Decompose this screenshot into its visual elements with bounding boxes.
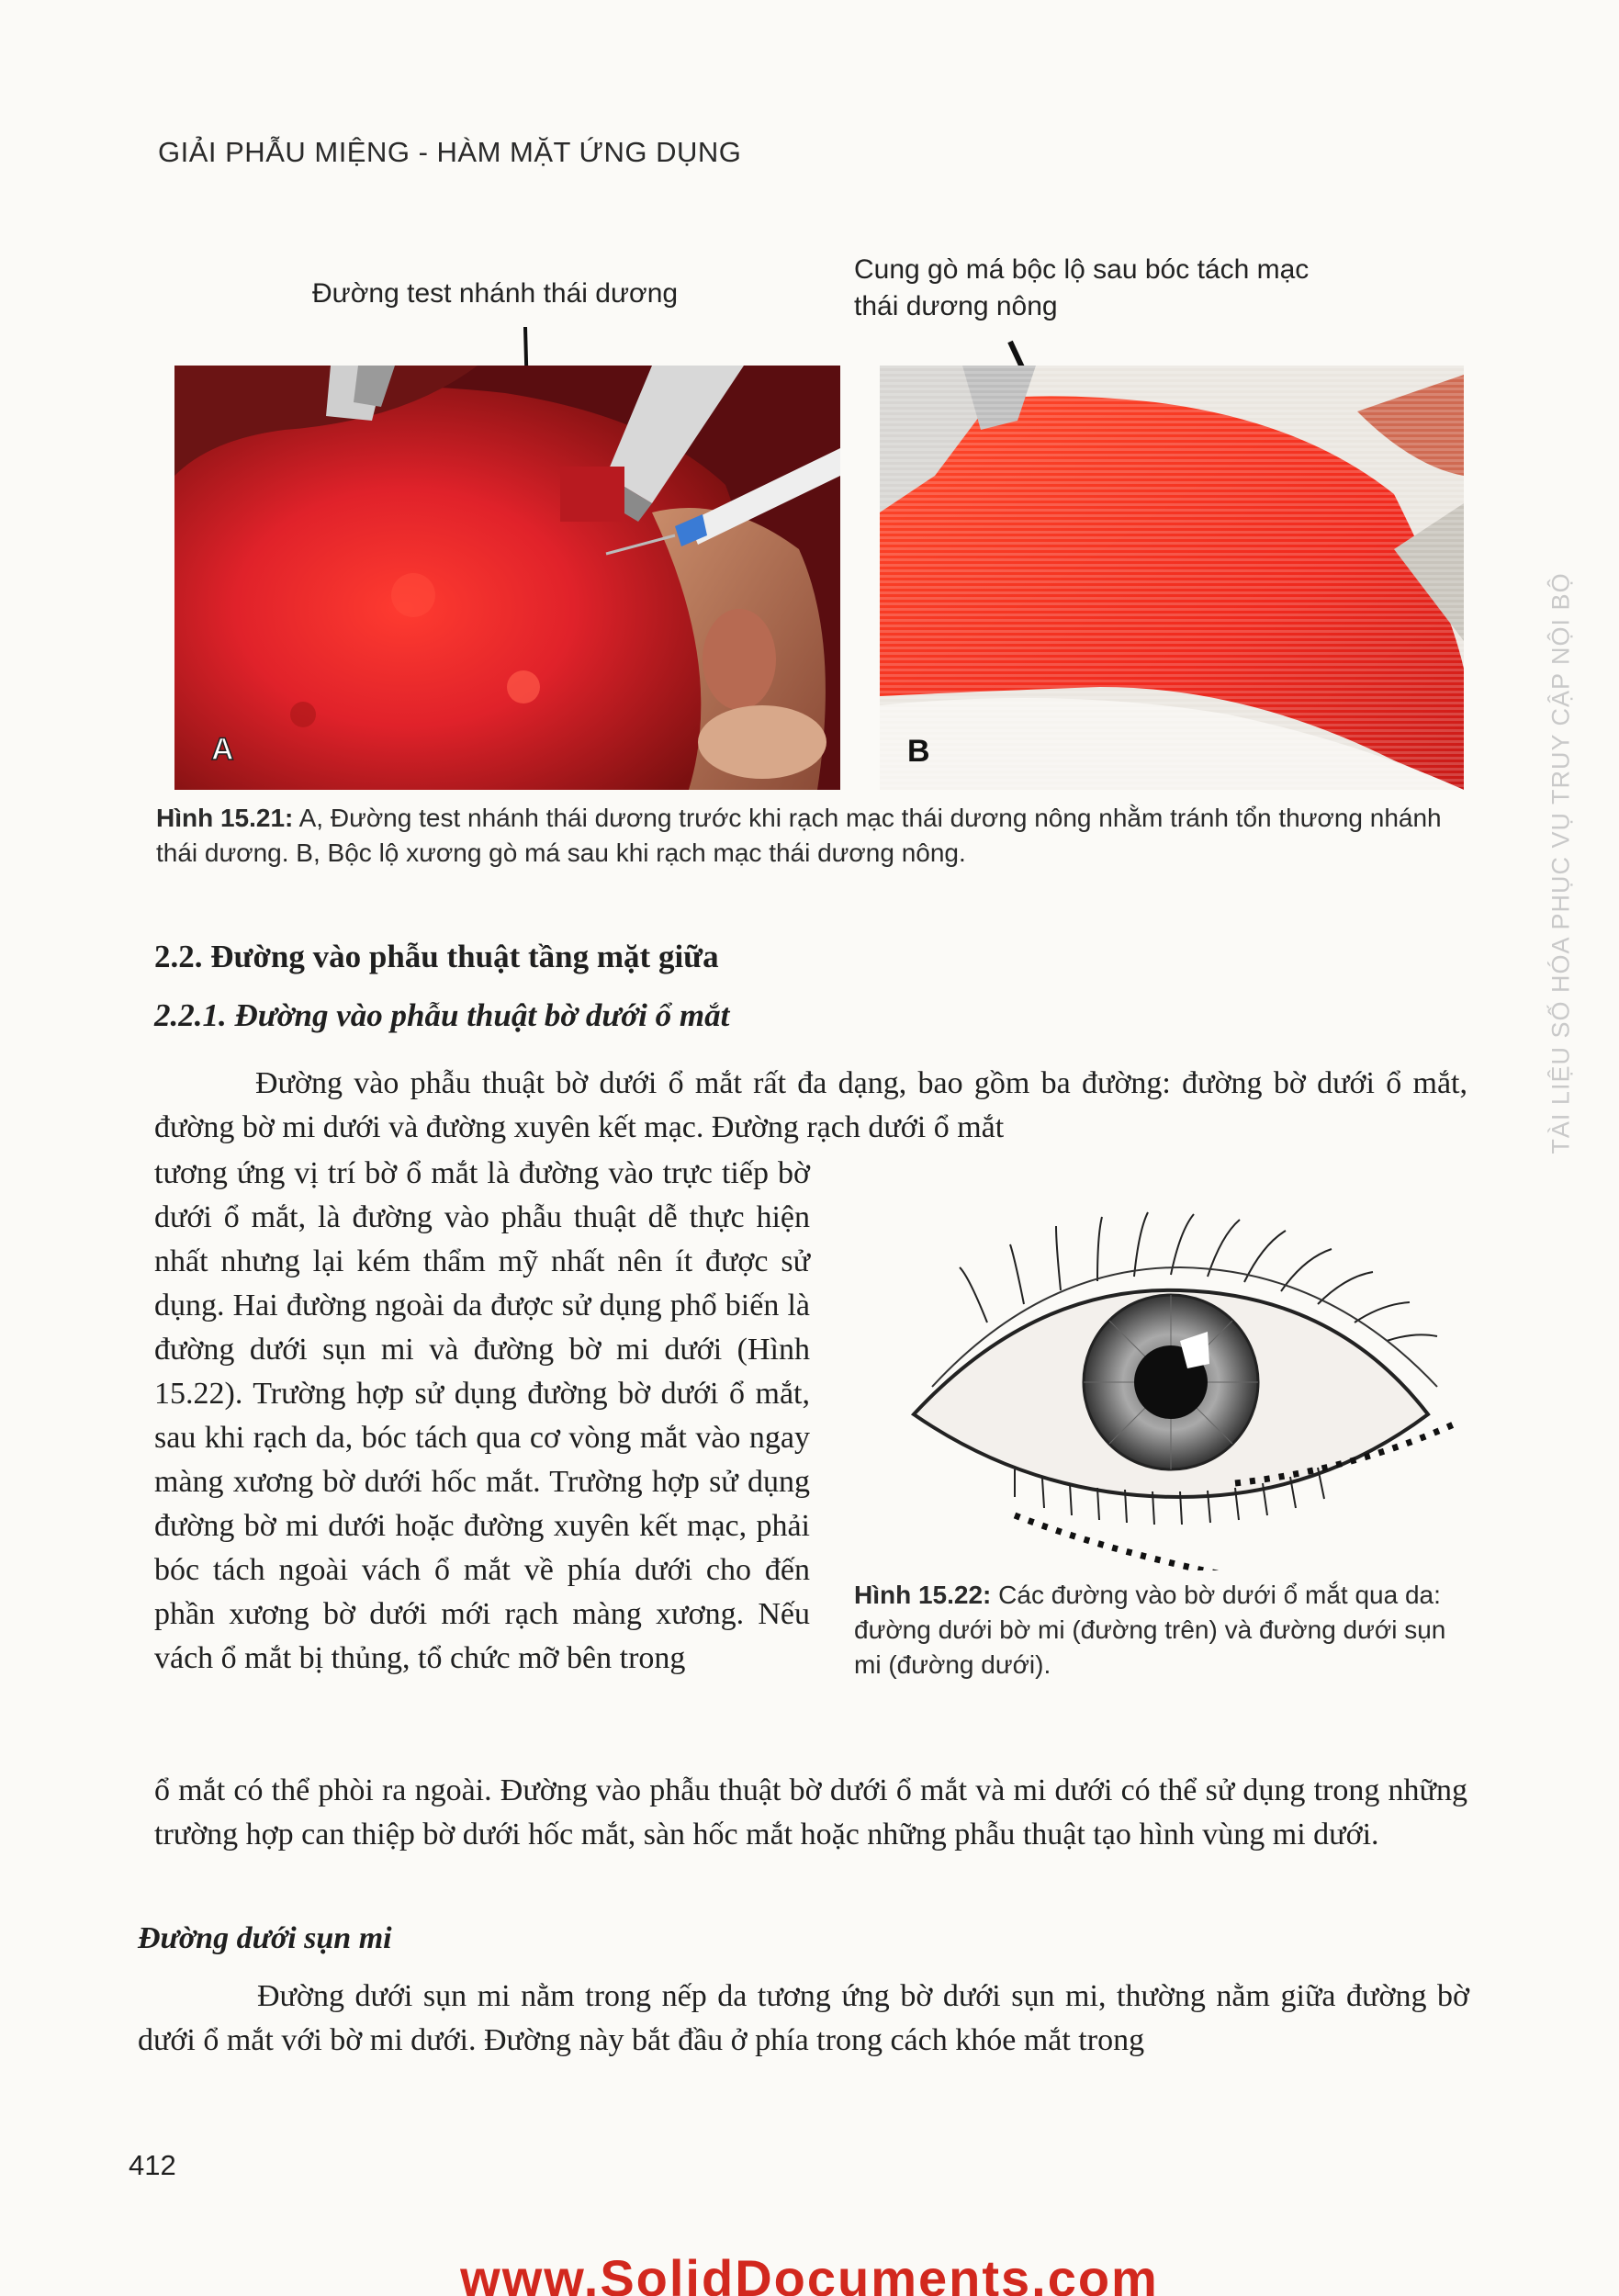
figure-label-zygomatic-arch: Cung gò má bộc lộ sau bóc tách mạc thái dương nông [854, 254, 1310, 321]
figure-caption-15-21 [156, 801, 1478, 871]
paragraph-continued: ổ mắt có thể phòi ra ngoài. Đường vào phẫu thuật bờ dưới ổ mắt và mi dưới có thể sử dụng trong những trường hợp can thiệp bờ dưới hốc mắt, sàn hốc mắt hoặc những phẫu thuật tạo hình vùng mi dưới. [154, 1773, 1467, 1851]
page-number: 412 [129, 2149, 176, 2181]
panel-letter-a: A [211, 732, 234, 767]
side-watermark: TÀI LIỆU SỐ HÓA PHỤC VỤ TRUY CẬP NỘI BỘ [1546, 572, 1575, 1154]
surgical-photo-a [174, 366, 840, 790]
subheading-subciliary-approach: Đường dưới sụn mi [138, 1921, 392, 1955]
caption-number: Hình 15.21: [156, 804, 294, 832]
figure-caption-15-22 [854, 1578, 1478, 1683]
surgical-photo-b [880, 366, 1464, 790]
caption-text: A, Đường test nhánh thái dương trước khi rạch mạc thái dương nông nhằm tránh tổn thương nhánh thái dương. B, Bộc lộ xương gò má sau khi rạch mạc thái dương nông. [156, 804, 1442, 867]
subsection-heading: 2.2.1. Đường vào phẫu thuật bờ dưới ổ mắt [154, 997, 730, 1033]
panel-letter-b: B [907, 734, 930, 769]
caption-number: Hình 15.22: [854, 1581, 992, 1609]
section-heading: 2.2. Đường vào phẫu thuật tầng mặt giữa [154, 939, 719, 974]
figure-label-temporal-branch-test: Đường test nhánh thái dương [312, 278, 679, 309]
paragraph-body: tương ứng vị trí bờ ổ mắt là đường vào trực tiếp bờ dưới ổ mắt, là đường vào phẫu thuật dễ thực hiện nhất nhưng lại kém thẩm mỹ nhất nên ít được sử dụng. Hai đường ngoài da được sử dụng phổ biến là đường dưới sụn mi và đường bờ mi dưới (Hình 15.22). Trường hợp sử dụng đường bờ dưới ổ mắt, sau khi rạch da, bóc tách qua cơ vòng mắt vào ngay màng xương bờ dưới hốc mắt. Trường hợp sử dụng đường bờ mi dưới hoặc đường xuyên kết mạc, phải bóc tách ngoài vách ổ mắt về phía dưới cho đến phần xương bờ dưới mới rạch màng xương. Nếu vách ổ mắt bị thủng, tổ chức mỡ bên trong [154, 1156, 810, 1675]
footer-watermark: www.SolidDocuments.com [460, 2249, 1159, 2296]
eye-illustration [877, 1203, 1474, 1570]
paragraph-intro: Đường vào phẫu thuật bờ dưới ổ mắt rất đa dạng, bao gồm ba đường: đường bờ dưới ổ mắt, đường bờ mi dưới và đường xuyên kết mạc. Đường rạch dưới ổ mắt [154, 1066, 1467, 1144]
caption-text: Các đường vào bờ dưới ổ mắt qua da: đường dưới bờ mi (đường trên) và đường dưới sụn mi (đường dưới). [854, 1581, 1446, 1679]
running-header: GIẢI PHẪU MIỆNG - HÀM MẶT ỨNG DỤNG [158, 136, 742, 168]
paragraph-subciliary: Đường dưới sụn mi nằm trong nếp da tương ứng bờ dưới sụn mi, thường nằm giữa đường bờ dưới ổ mắt với bờ mi dưới. Đường này bắt đầu ở phía trong cách khóe mắt trong [138, 1979, 1469, 2057]
